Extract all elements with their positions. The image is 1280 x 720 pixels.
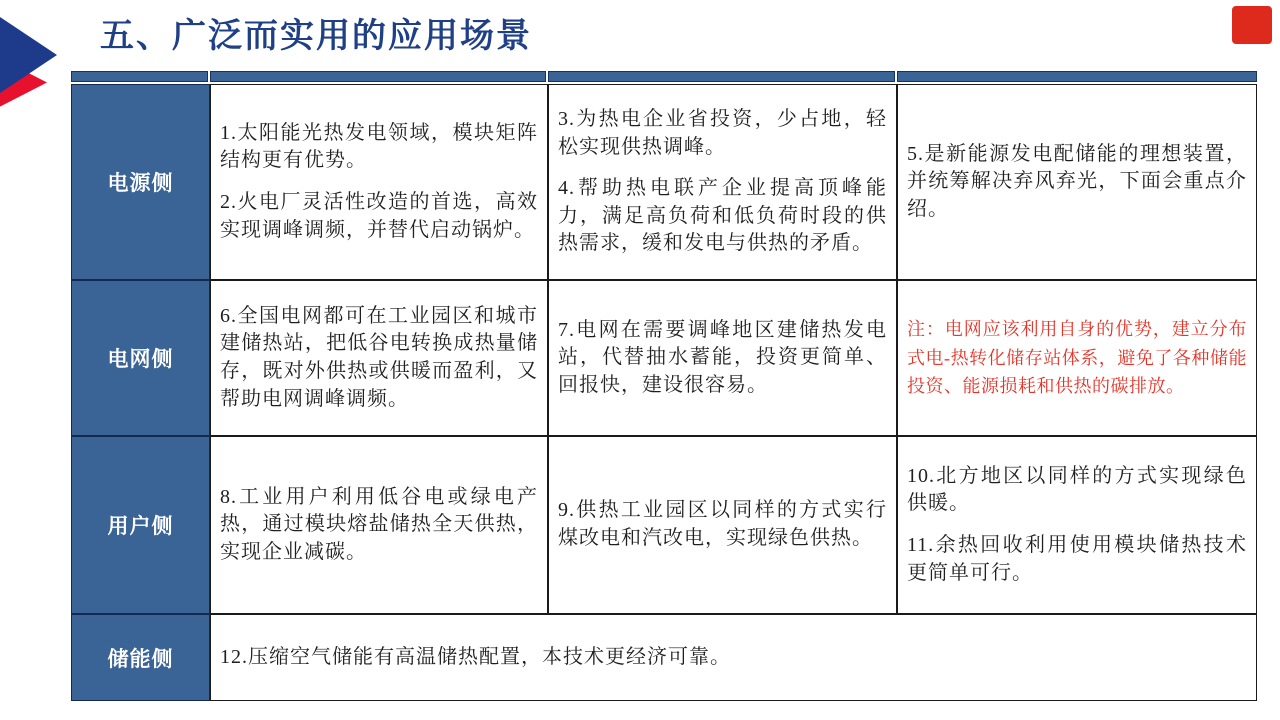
table-cell-note xyxy=(897,280,1257,436)
application-scenarios-table xyxy=(71,71,1257,701)
table-header-cell xyxy=(210,71,546,82)
logo-red-triangle-icon xyxy=(0,43,47,122)
table-header-cell xyxy=(548,71,895,82)
table-cell xyxy=(210,280,548,436)
note-paragraph: 注：电网应该利用自身的优势，建立分布式电-热转化储存站体系，避免了各种储能投资、能源损耗和供热的碳排放。 xyxy=(907,318,1247,397)
cell-paragraph: 12.压缩空气储能有高温储热配置，本技术更经济可靠。 xyxy=(220,645,731,668)
cell-paragraph: 6.全国电网都可在工业园区和城市建储热站，把低谷电转换成热量储存，既对外供热或供暖而盈利，又帮助电网调峰调频。 xyxy=(220,304,538,410)
cell-paragraph: 1.太阳能光热发电领域，模块矩阵结构更有优势。 xyxy=(220,121,538,172)
table-cell xyxy=(210,436,548,614)
row-label-storage-side: 储能侧 xyxy=(71,614,210,701)
cell-paragraph: 9.供热工业园区以同样的方式实行煤改电和汽改电，实现绿色供热。 xyxy=(558,499,887,549)
cell-paragraph: 11.余热回收利用使用模块储热技术更简单可行。 xyxy=(907,534,1247,584)
cell-paragraph: 10.北方地区以同样的方式实现绿色供暖。 xyxy=(907,464,1247,515)
table-cell xyxy=(548,436,897,614)
row-label-power-source-side: 电源侧 xyxy=(71,84,210,280)
page-title: 五、广泛而实用的应用场景 xyxy=(100,18,532,55)
table-cell-merged xyxy=(210,614,1257,701)
cell-paragraph: 7.电网在需要调峰地区建储热发电站，代替抽水蓄能，投资更简单、回报快，建设很容易。 xyxy=(558,318,887,396)
table-cell xyxy=(548,280,897,436)
table-cell xyxy=(897,84,1257,280)
table-cell xyxy=(210,84,548,280)
corner-red-square-icon xyxy=(1232,6,1272,44)
table-header-cell xyxy=(71,71,208,82)
row-label-grid-side: 电网侧 xyxy=(71,280,210,436)
table-cell xyxy=(548,84,897,280)
cell-paragraph: 4.帮助热电联产企业提高顶峰能力，满足高负荷和低负荷时段的供热需求，缓和发电与供热的矛盾。 xyxy=(558,177,887,255)
table-header-cell xyxy=(897,71,1257,82)
cell-paragraph: 5.是新能源发电配储能的理想装置，并统筹解决弃风弃光，下面会重点介绍。 xyxy=(907,142,1247,220)
row-label-user-side: 用户侧 xyxy=(71,436,210,614)
cell-paragraph: 2.火电厂灵活性改造的首选，高效实现调峰调频，并替代启动锅炉。 xyxy=(220,191,538,241)
cell-paragraph: 8.工业用户利用低谷电或绿电产热，通过模块熔盐储热全天供热，实现企业减碳。 xyxy=(220,485,538,563)
cell-paragraph: 3.为热电企业省投资，少占地，轻松实现供热调峰。 xyxy=(558,108,887,158)
table-cell xyxy=(897,436,1257,614)
logo-blue-triangle-icon xyxy=(0,0,57,113)
